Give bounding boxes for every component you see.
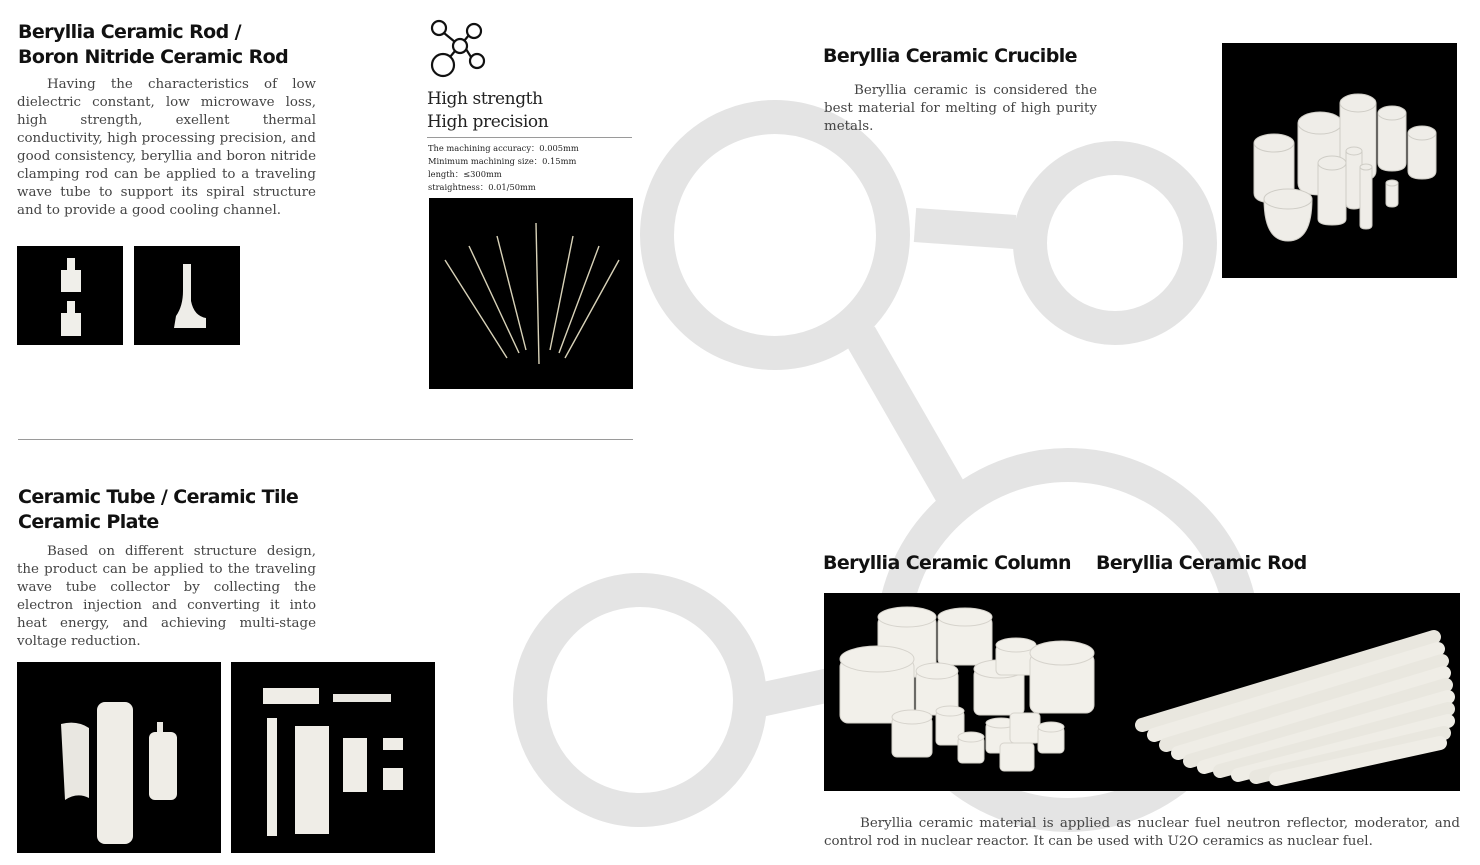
tube-section-title bbox=[18, 485, 348, 535]
ceramic-rod-title: Beryllia Ceramic Rod bbox=[1096, 552, 1307, 574]
ceramic-tile-photo bbox=[231, 662, 435, 853]
spec-accuracy: The machining accuracy：0.005mm bbox=[428, 143, 579, 153]
spec-length: length：≤300mm bbox=[428, 169, 502, 179]
rod-title-line2: Boron Nitride Ceramic Rod bbox=[18, 46, 289, 68]
rod-title-line1: Beryllia Ceramic Rod / bbox=[18, 21, 241, 43]
crucible-description: Beryllia ceramic is considered the best material for melting of high purity metals. bbox=[824, 83, 1097, 134]
spec-list bbox=[428, 142, 633, 194]
rod-description: Having the characteristics of low dielectric constant, low microwave loss, high strength, exellent thermal conductivity, high processing precision, and good consistency, beryllia and boron nitride clamping rod can be applied to a traveling wave tube to support its spiral structure and to provide a good cooling channel. bbox=[17, 77, 316, 218]
rod-section-title bbox=[18, 20, 348, 70]
tube-title-line2: Ceramic Plate bbox=[18, 511, 159, 533]
bn-clamp-photo-1 bbox=[17, 246, 123, 345]
crucible-title: Beryllia Ceramic Crucible bbox=[823, 45, 1077, 67]
tube-title-line1: Ceramic Tube / Ceramic Tile bbox=[18, 486, 299, 508]
precision-title-line1: High strength bbox=[427, 89, 543, 109]
column-title: Beryllia Ceramic Column bbox=[823, 552, 1071, 574]
precision-title bbox=[427, 88, 637, 134]
spec-min-size: Minimum machining size：0.15mm bbox=[428, 156, 577, 166]
molecule-icon bbox=[428, 18, 488, 78]
crucible-photo bbox=[1222, 43, 1457, 278]
bn-clamp-photo-2 bbox=[134, 246, 240, 345]
thin-rods-photo bbox=[429, 198, 633, 389]
tube-description: Based on different structure design, the product can be applied to the traveling wave tube collector by collecting the electron injection and converting it into heat energy, and achieving multi-stage voltage reduction. bbox=[17, 544, 316, 649]
spec-straightness: straightness：0.01/50mm bbox=[428, 182, 536, 192]
precision-divider bbox=[427, 137, 632, 138]
nuclear-description: Beryllia ceramic material is applied as nuclear fuel neutron reflector, moderator, and control rod in nuclear reactor. It can be used with U2O ceramics as nuclear fuel. bbox=[824, 816, 1460, 849]
section-divider bbox=[18, 439, 633, 440]
precision-title-line2: High precision bbox=[427, 112, 549, 132]
column-rod-photo bbox=[824, 593, 1460, 791]
ceramic-tube-photo bbox=[17, 662, 221, 853]
